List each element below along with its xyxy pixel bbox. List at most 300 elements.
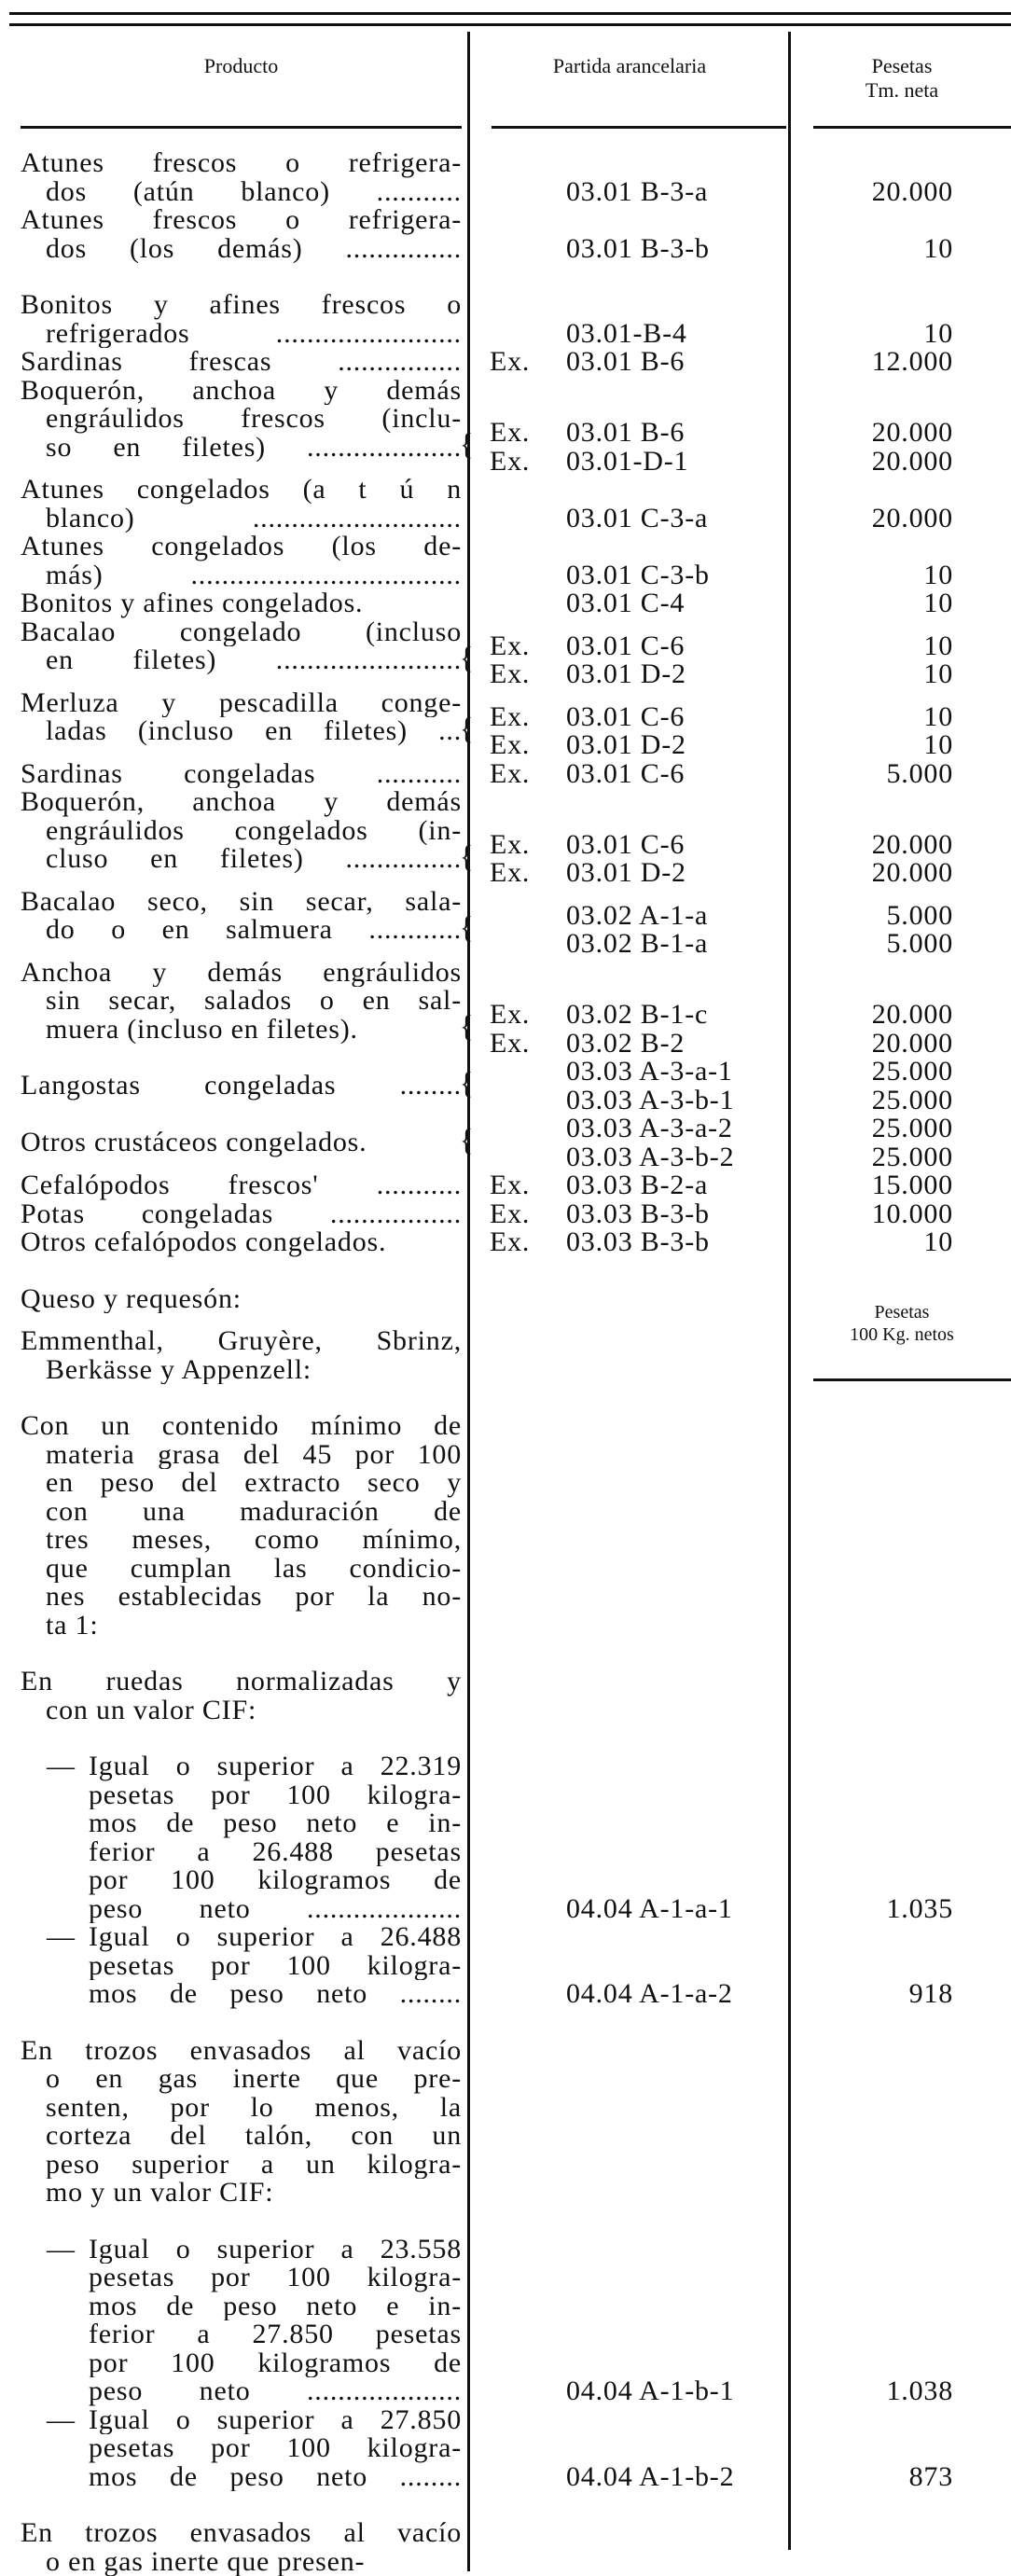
product-line: Atunes frescos o refrigera-: [21, 149, 462, 178]
tariff-code-cell: [471, 419, 788, 476]
table-row: [0, 1412, 1011, 1640]
header-pesetas: [793, 54, 1011, 103]
pesetas-cell: [793, 1980, 953, 2009]
product-cell: [21, 2519, 462, 2576]
pesetas-value: 5.000: [793, 930, 953, 959]
product-line: [21, 1923, 462, 1952]
product-cell: [21, 1923, 462, 2009]
tariff-code-prefix: Ex.: [490, 1171, 530, 1200]
tariff-code-cell: [471, 1980, 788, 2009]
table-row: [0, 1115, 1011, 1171]
product-line: Merluza y pescadilla conge-: [21, 689, 462, 718]
product-line: Atunes frescos o refrigera-: [21, 206, 462, 235]
tariff-code-prefix: Ex.: [490, 703, 530, 732]
table-row: [0, 618, 1011, 675]
row-spacer: [0, 2009, 1011, 2037]
pesetas-cell: [793, 505, 953, 533]
product-line: dos (atún blanco) ...........: [21, 178, 462, 207]
tariff-code-value: 03.01 D-2: [566, 859, 686, 888]
header-pesetas-line1: Pesetas: [793, 54, 1011, 78]
product-line: Bacalao congelado (incluso: [21, 618, 462, 647]
product-cell: [21, 377, 462, 463]
tariff-code: [471, 448, 788, 477]
tariff-code-cell: [471, 703, 788, 760]
pesetas-cell: [793, 178, 953, 207]
product-line: Queso y requesón:: [21, 1285, 462, 1314]
product-line: engráulidos congelados (in-: [21, 817, 462, 846]
pesetas-cell: [793, 902, 953, 959]
table-row: [0, 2236, 1011, 2406]
product-cell: [21, 1752, 462, 1923]
tariff-code-prefix: Ex.: [490, 448, 530, 477]
pesetas-cell: [793, 419, 953, 476]
tariff-code-cell: [471, 632, 788, 689]
pesetas-value: 873: [793, 2463, 953, 2492]
pesetas-cell: [793, 235, 953, 264]
row-spacer: [0, 1724, 1011, 1752]
subheader-pesetas-line1: Pesetas: [793, 1301, 1011, 1323]
product-line: [21, 2236, 462, 2264]
product-line: sin secar, salados o en sal-: [21, 987, 462, 1016]
tariff-code-value: 03.01 C-6: [566, 831, 685, 860]
tariff-code: [471, 235, 788, 264]
tariff-code-cell: [471, 1058, 788, 1115]
table-row: [0, 2519, 1011, 2576]
tariff-code-value: 03.01 C-4: [566, 589, 685, 618]
tariff-code-cell: [471, 1001, 788, 1058]
pesetas-value: 10: [793, 703, 953, 732]
brace-icon: {: [460, 826, 474, 888]
product-line: Bacalao seco, sin secar, sala-: [21, 888, 462, 917]
pesetas-value: 25.000: [793, 1058, 953, 1087]
table-row: [0, 1058, 1011, 1115]
tariff-code-cell: [471, 1171, 788, 1200]
row-spacer: [0, 1313, 1011, 1327]
pesetas-value: 20.000: [793, 1001, 953, 1030]
row-spacer: [0, 263, 1011, 291]
pesetas-cell: [793, 831, 953, 888]
dash-bullet: —: [47, 1923, 76, 1952]
header-partida: Partida arancelaria: [471, 54, 788, 78]
tariff-code: [471, 1980, 788, 2009]
pesetas-cell: [793, 320, 953, 349]
product-line: refrigerados ........................: [21, 320, 462, 349]
pesetas-value: 10: [793, 1228, 953, 1257]
tariff-code-cell: [471, 2463, 788, 2492]
tariff-code-cell: [471, 1200, 788, 1229]
tariff-code-value: 03.01 C-3-a: [566, 505, 708, 533]
tariff-code-value: 03.03 A-3-b-2: [566, 1143, 734, 1172]
top-rule-1: [9, 12, 1011, 15]
product-cell: [21, 476, 462, 533]
product-line: engráulidos frescos (inclu-: [21, 405, 462, 434]
product-line: Otros crustáceos congelados.: [21, 1129, 462, 1157]
tariff-code: [471, 1001, 788, 1030]
tariff-code-prefix: Ex.: [490, 348, 530, 377]
header-pesetas-line2: Tm. neta: [793, 78, 1011, 103]
tariff-code-value: 03.02 B-2: [566, 1030, 685, 1059]
product-line: so en filetes) ....................: [21, 434, 462, 463]
tariff-code-value: 04.04 A-1-b-2: [566, 2463, 734, 2492]
product-line: Boquerón, anchoa y demás: [21, 788, 462, 817]
product-line: mo y un valor CIF:: [21, 2179, 462, 2208]
tariff-code: [471, 1030, 788, 1059]
pesetas-cell: [793, 561, 953, 590]
pesetas-cell: [793, 1001, 953, 1058]
pesetas-value: 20.000: [793, 178, 953, 207]
table-row: [0, 959, 1011, 1045]
tariff-code: [471, 1228, 788, 1257]
tariff-code-value: 03.01 D-2: [566, 731, 686, 760]
product-line: con un valor CIF:: [21, 1697, 462, 1725]
tariff-code: [471, 2463, 788, 2492]
product-cell: [21, 1058, 462, 1115]
pesetas-cell: [793, 703, 953, 760]
header-underline-1: [21, 126, 462, 129]
tariff-code-value: 03.01 D-2: [566, 660, 686, 689]
product-line: mos de peso neto e in-: [21, 1809, 462, 1838]
tariff-code-value: 03.03 A-3-b-1: [566, 1087, 734, 1115]
product-cell: [21, 689, 462, 746]
product-line: corteza del talón, con un: [21, 2122, 462, 2151]
product-line: mos de peso neto ........: [21, 1980, 462, 2009]
product-cell: [21, 589, 462, 618]
table-row: [0, 2037, 1011, 2208]
tariff-code-prefix: Ex.: [490, 859, 530, 888]
tariff-code-value: 03.03 A-3-a-1: [566, 1058, 733, 1087]
table-row: [0, 1228, 1011, 1257]
product-cell: [21, 618, 462, 675]
pesetas-value: 25.000: [793, 1087, 953, 1115]
pesetas-value: 10: [793, 561, 953, 590]
product-line: pesetas por 100 kilogra-: [21, 1781, 462, 1810]
pesetas-cell: [793, 1895, 953, 1924]
tariff-code-value: 04.04 A-1-a-1: [566, 1895, 733, 1924]
product-line: o en gas inerte que pre-: [21, 2065, 462, 2094]
tariff-code-prefix: Ex.: [490, 1200, 530, 1229]
pesetas-value: 20.000: [793, 448, 953, 477]
table-row: [0, 1752, 1011, 1923]
pesetas-value: 20.000: [793, 505, 953, 533]
tariff-code-prefix: Ex.: [490, 1001, 530, 1030]
product-cell: [21, 888, 462, 945]
pesetas-value: 1.038: [793, 2377, 953, 2406]
tariff-code-cell: [471, 505, 788, 533]
product-line: Cefalópodos frescos' ...........: [21, 1171, 462, 1200]
pesetas-cell: [793, 2377, 953, 2406]
row-spacer: [0, 2208, 1011, 2236]
subheader-pesetas-line2: 100 Kg. netos: [793, 1323, 1011, 1346]
product-cell: [21, 1412, 462, 1640]
row-spacer: [0, 2491, 1011, 2519]
top-rule-2: [9, 23, 1011, 26]
product-line: blanco) ...........................: [21, 505, 462, 533]
product-line: pesetas por 100 kilogra-: [21, 2434, 462, 2463]
table-row: [0, 888, 1011, 945]
tariff-code: [471, 731, 788, 760]
product-line: ta 1:: [21, 1612, 462, 1641]
product-cell: [21, 959, 462, 1045]
pesetas-value: 10.000: [793, 1200, 953, 1229]
product-line: peso superior a un kilogra-: [21, 2151, 462, 2180]
product-cell: [21, 1228, 462, 1257]
tariff-code-value: 03.01 C-6: [566, 632, 685, 661]
product-line: peso neto ....................: [21, 1895, 462, 1924]
row-spacer: [0, 1640, 1011, 1668]
product-line: dos (los demás) ...............: [21, 235, 462, 264]
pesetas-value: 5.000: [793, 902, 953, 931]
tariff-code-cell: [471, 178, 788, 207]
product-cell: [21, 533, 462, 589]
product-line: En trozos envasados al vacío: [21, 2037, 462, 2066]
product-line: tres meses, como mínimo,: [21, 1526, 462, 1555]
table-row: [0, 149, 1011, 206]
tariff-code-value: 03.01 C-3-b: [566, 561, 710, 590]
product-line: Langostas congeladas ........: [21, 1072, 462, 1101]
pesetas-value: 20.000: [793, 419, 953, 448]
tariff-code-cell: [471, 831, 788, 888]
product-line: con una maduración de: [21, 1498, 462, 1527]
product-cell: [21, 2406, 462, 2492]
pesetas-value: 1.035: [793, 1895, 953, 1924]
product-cell: [21, 1115, 462, 1171]
tariff-code-cell: [471, 235, 788, 264]
tariff-code-prefix: Ex.: [490, 831, 530, 860]
tariff-code-value: 03.02 A-1-a: [566, 902, 708, 931]
tariff-code: [471, 1115, 788, 1143]
pesetas-value: 25.000: [793, 1143, 953, 1172]
tariff-code-cell: [471, 1115, 788, 1171]
pesetas-value: 10: [793, 589, 953, 618]
product-line: ladas (incluso en filetes) ...: [21, 717, 462, 746]
product-line: nes establecidas por la no-: [21, 1583, 462, 1612]
tariff-code-value: 03.02 B-1-c: [566, 1001, 708, 1030]
tariff-code-cell: [471, 1895, 788, 1924]
tariff-code-value: 04.04 A-1-b-1: [566, 2377, 734, 2406]
product-line: pesetas por 100 kilogra-: [21, 1952, 462, 1981]
tariff-code: [471, 178, 788, 207]
tariff-code-cell: [471, 760, 788, 789]
product-line: En trozos envasados al vacío: [21, 2519, 462, 2548]
product-line-text: Igual o superior a 27.850: [89, 2406, 462, 2435]
pesetas-value: 10: [793, 660, 953, 689]
brace-icon: {: [460, 628, 474, 689]
table-row: [0, 377, 1011, 463]
product-line: Anchoa y demás engráulidos: [21, 959, 462, 988]
pesetas-value: 10: [793, 632, 953, 661]
product-line: por 100 kilogramos de: [21, 2349, 462, 2378]
tariff-code: [471, 419, 788, 448]
product-line: materia grasa del 45 por 100: [21, 1441, 462, 1470]
header-underline-3: [813, 126, 1011, 129]
pesetas-value: 10: [793, 320, 953, 349]
tariff-code: [471, 660, 788, 689]
brace-icon: {: [460, 1110, 474, 1171]
table-row: [0, 533, 1011, 589]
tariff-code-value: 03.01 C-6: [566, 703, 685, 732]
tariff-code-value: 03.01-B-4: [566, 320, 687, 349]
header-underline-2: [492, 126, 786, 129]
pesetas-cell: [793, 1058, 953, 1115]
pesetas-cell: [793, 1228, 953, 1257]
product-line: Atunes congelados (los de-: [21, 533, 462, 561]
tariff-code: [471, 561, 788, 590]
product-line: Bonitos y afines congelados.: [21, 589, 462, 618]
table-row: [0, 589, 1011, 618]
tariff-code-value: 03.01 B-3-b: [566, 235, 710, 264]
tariff-code: [471, 348, 788, 377]
table-row: [0, 291, 1011, 348]
tariff-code: [471, 1143, 788, 1172]
tariff-code: [471, 505, 788, 533]
pesetas-value: 5.000: [793, 760, 953, 789]
product-cell: [21, 2037, 462, 2208]
product-cell: [21, 149, 462, 206]
pesetas-value: 10: [793, 731, 953, 760]
product-line: en filetes) ........................: [21, 646, 462, 675]
pesetas-cell: [793, 589, 953, 618]
table-row: [0, 760, 1011, 789]
pesetas-value: 20.000: [793, 831, 953, 860]
product-line: En ruedas normalizadas y: [21, 1668, 462, 1697]
table-row: [0, 1171, 1011, 1200]
pesetas-cell: [793, 760, 953, 789]
table-row: [0, 1327, 1011, 1384]
tariff-code: [471, 902, 788, 931]
tariff-code: [471, 831, 788, 860]
product-line: ferior a 26.488 pesetas: [21, 1838, 462, 1867]
pesetas-value: 918: [793, 1980, 953, 2009]
tariff-code-cell: [471, 2377, 788, 2406]
tariff-code-prefix: Ex.: [490, 760, 530, 789]
tariff-code: [471, 1171, 788, 1200]
pesetas-value: 20.000: [793, 1030, 953, 1059]
product-line: peso neto ....................: [21, 2377, 462, 2406]
product-cell: [21, 206, 462, 263]
product-line: [21, 2406, 462, 2435]
table-row: [0, 2406, 1011, 2492]
tariff-code-value: 03.02 B-1-a: [566, 930, 708, 959]
product-line: Potas congeladas .................: [21, 1200, 462, 1229]
pesetas-value: 25.000: [793, 1115, 953, 1143]
product-line: senten, por lo menos, la: [21, 2094, 462, 2123]
pesetas-cell: [793, 632, 953, 689]
product-line: muera (incluso en filetes).: [21, 1016, 462, 1045]
tariff-code-prefix: Ex.: [490, 1030, 530, 1059]
product-cell: [21, 1668, 462, 1724]
tariff-code: [471, 1058, 788, 1087]
tariff-code-cell: [471, 1228, 788, 1257]
product-line: Boquerón, anchoa y demás: [21, 377, 462, 406]
product-line-text: Igual o superior a 23.558: [89, 2236, 462, 2264]
product-line-text: Igual o superior a 22.319: [89, 1752, 462, 1781]
dash-bullet: —: [47, 2406, 76, 2435]
table-row: [0, 1668, 1011, 1724]
tariff-code: [471, 930, 788, 959]
tariff-code-cell: [471, 320, 788, 349]
product-cell: [21, 2236, 462, 2406]
tariff-code: [471, 1087, 788, 1115]
product-line: pesetas por 100 kilogra-: [21, 2264, 462, 2292]
tariff-code: [471, 632, 788, 661]
product-line-text: Igual o superior a 26.488: [89, 1923, 462, 1952]
tariff-code-value: 03.01 B-3-a: [566, 178, 708, 207]
product-line: Sardinas frescas ................: [21, 348, 462, 377]
product-cell: [21, 291, 462, 348]
product-line: más) ...................................: [21, 561, 462, 590]
table-row: [0, 476, 1011, 533]
brace-icon: {: [460, 1053, 474, 1115]
pesetas-cell: [793, 348, 953, 377]
product-line: Atunes congelados (a t ú n: [21, 476, 462, 505]
pesetas-cell: [793, 1200, 953, 1229]
tariff-code-cell: [471, 348, 788, 377]
tariff-code-value: 03.01 B-6: [566, 419, 685, 448]
product-cell: [21, 1327, 462, 1384]
tariff-code-value: 03.03 B-3-b: [566, 1228, 710, 1257]
product-line: Con un contenido mínimo de: [21, 1412, 462, 1441]
product-line: mos de peso neto ........: [21, 2463, 462, 2492]
tariff-code-prefix: Ex.: [490, 731, 530, 760]
dash-bullet: —: [47, 1752, 76, 1781]
table-row: [0, 206, 1011, 263]
product-line: Emmenthal, Gruyère, Sbrinz,: [21, 1327, 462, 1356]
brace-icon: {: [460, 996, 474, 1058]
tariff-table-body: [0, 149, 1011, 2576]
product-cell: [21, 788, 462, 874]
pesetas-value: 10: [793, 235, 953, 264]
product-line: Berkässe y Appenzell:: [21, 1356, 462, 1385]
tariff-code-value: 04.04 A-1-a-2: [566, 1980, 733, 2009]
pesetas-cell: [793, 1115, 953, 1171]
product-cell: [21, 760, 462, 789]
pesetas-cell: [793, 1171, 953, 1200]
table-row: [0, 1285, 1011, 1314]
dash-bullet: —: [47, 2236, 76, 2264]
product-cell: [21, 348, 462, 377]
tariff-code-prefix: Ex.: [490, 660, 530, 689]
table-row: [0, 348, 1011, 377]
product-line: en peso del extracto seco y: [21, 1469, 462, 1498]
tariff-code-cell: [471, 902, 788, 959]
product-line: cluso en filetes) ...............: [21, 845, 462, 874]
tariff-code-prefix: Ex.: [490, 1228, 530, 1257]
brace-icon: {: [460, 414, 474, 476]
row-spacer: [0, 1384, 1011, 1412]
brace-icon: {: [460, 699, 474, 760]
pesetas-value: 20.000: [793, 859, 953, 888]
brace-icon: {: [460, 897, 474, 959]
table-row: [0, 788, 1011, 874]
pesetas-value: 15.000: [793, 1171, 953, 1200]
tariff-code: [471, 2377, 788, 2406]
tariff-code-value: 03.03 B-2-a: [566, 1171, 708, 1200]
product-cell: [21, 1200, 462, 1229]
tariff-code-value: 03.03 B-3-b: [566, 1200, 710, 1229]
table-row: [0, 1200, 1011, 1229]
product-cell: [21, 1171, 462, 1200]
tariff-code: [471, 320, 788, 349]
product-line: ferior a 27.850 pesetas: [21, 2320, 462, 2349]
header-producto: Producto: [21, 54, 462, 78]
product-line: que cumplan las condicio-: [21, 1555, 462, 1584]
table-row: [0, 689, 1011, 746]
tariff-code-value: 03.03 A-3-a-2: [566, 1115, 733, 1143]
pesetas-cell: [793, 2463, 953, 2492]
tariff-code: [471, 859, 788, 888]
product-line: [21, 1752, 462, 1781]
row-spacer: [0, 1257, 1011, 1285]
